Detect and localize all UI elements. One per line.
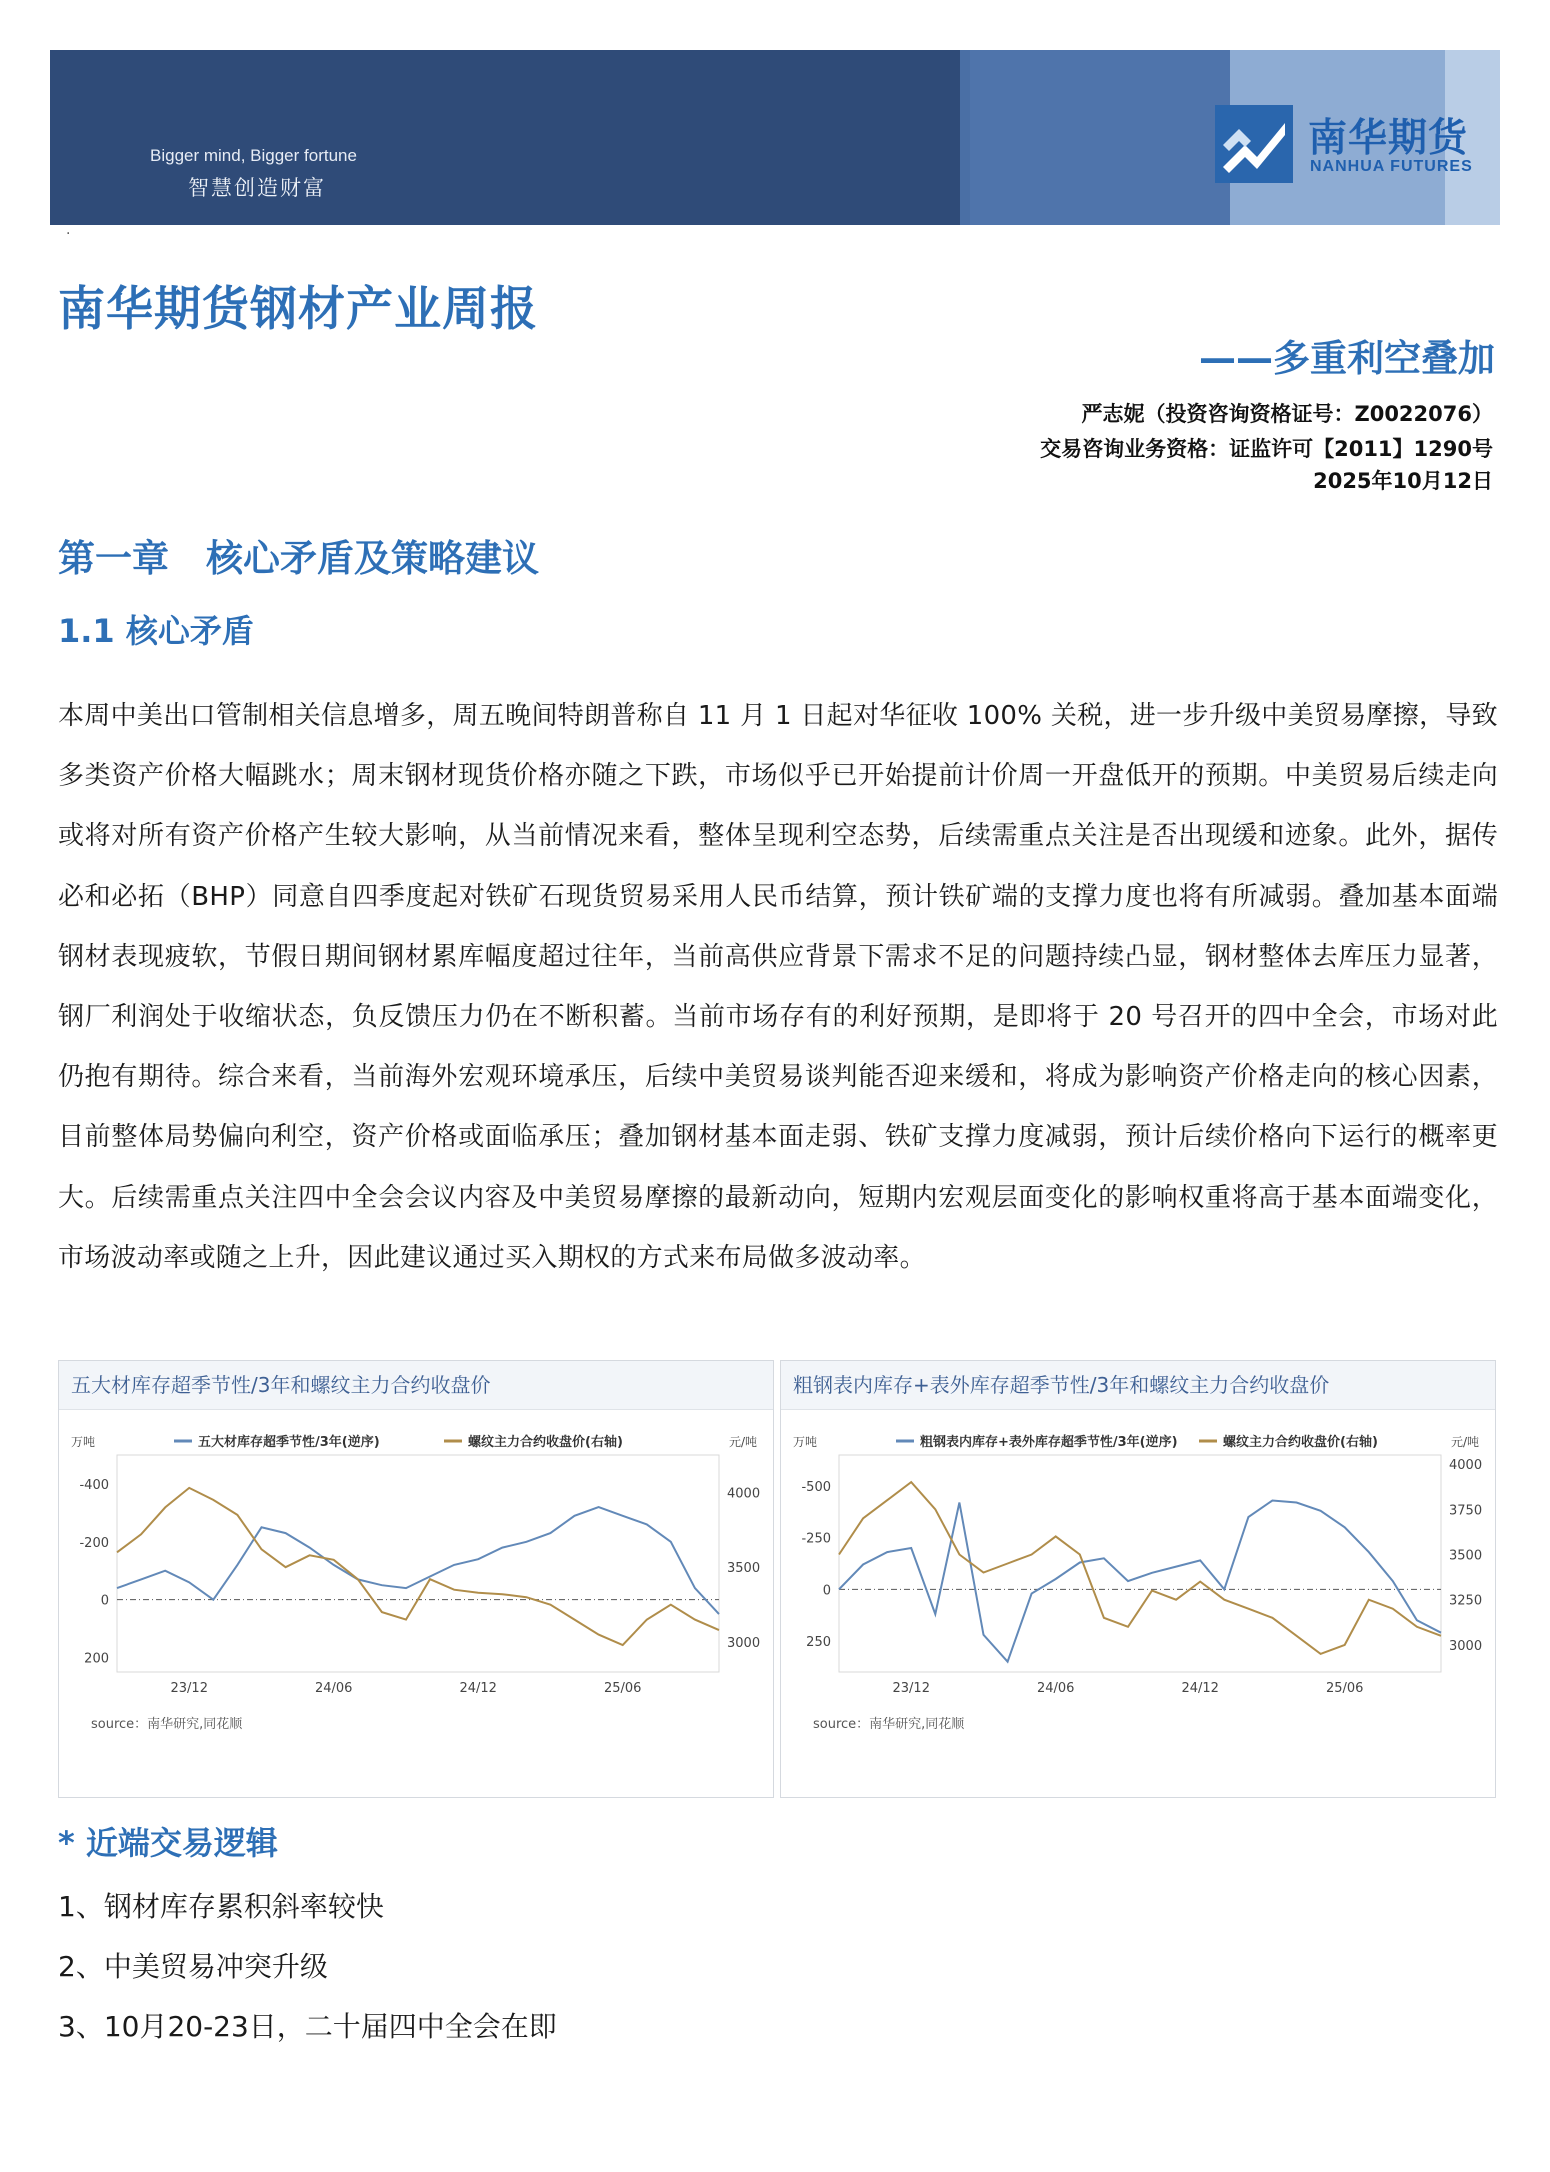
- author-line: 严志妮（投资咨询资格证号：Z0022076）: [1081, 402, 1493, 426]
- chart-source: source：南华研究,同花顺: [91, 1717, 243, 1732]
- logo-text-english: NANHUA FUTURES: [1310, 158, 1473, 175]
- chart-card-inventory: [58, 1360, 774, 1798]
- chart-card-crude-steel: [780, 1360, 1496, 1798]
- logic-item: 3、10月20-23日，二十届四中全会在即: [58, 2010, 557, 2043]
- left-tick-label: -250: [801, 1531, 831, 1547]
- legend-label: 螺纹主力合约收盘价(右轴): [1223, 1435, 1378, 1450]
- left-axis-unit: 万吨: [71, 1435, 96, 1449]
- left-tick-label: -200: [79, 1535, 109, 1551]
- x-tick-label: 24/12: [1181, 1681, 1219, 1696]
- section-heading: 1.1 核心矛盾: [58, 612, 254, 650]
- x-tick-label: 24/12: [459, 1681, 497, 1696]
- series-line: [839, 1482, 1441, 1654]
- right-axis-unit: 元/吨: [1451, 1435, 1480, 1449]
- chart-source: source：南华研究,同花顺: [813, 1717, 965, 1732]
- right-tick-label: 3500: [1449, 1548, 1483, 1564]
- nanhua-logo-icon: [1215, 105, 1293, 183]
- chart-plot-inventory: [59, 1410, 773, 1797]
- left-tick-label: 200: [84, 1651, 109, 1667]
- banner-stripe: [960, 50, 970, 225]
- report-date: 2025年10月12日: [1313, 469, 1493, 493]
- legend-label: 五大材库存超季节性/3年(逆序): [198, 1435, 380, 1450]
- logic-item: 2、中美贸易冲突升级: [58, 1950, 328, 1983]
- separator-dot: ·: [66, 226, 71, 242]
- chapter-heading: 第一章 核心矛盾及策略建议: [58, 537, 539, 580]
- x-tick-label: 23/12: [892, 1681, 930, 1696]
- x-tick-label: 23/12: [170, 1681, 208, 1696]
- series-line: [839, 1501, 1441, 1662]
- core-contradiction-paragraph: 本周中美出口管制相关信息增多，周五晚间特朗普称自 11 月 1 日起对华征收 100% 关税，进一步升级中美贸易摩擦，导致多类资产价格大幅跳水；周末钢材现货价格亦随之下跌，市场似乎已开始提前计价周一开盘低开的预期。中美贸易后续走向或将对所有资产价格产生较大影响，从当前情况来看，整体呈现利空态势，后续需重点关注是否出现缓和迹象。此外，据传必和必拓（BHP）同意自四季度起对铁矿石现货贸易采用人民币结算，预计铁矿端的支撑力度也将有所减弱。叠加基本面端钢材表现疲软，节假日期间钢材累库幅度超过往年，当前高供应背景下需求不足的问题持续凸显，钢材整体去库压力显著，钢厂利润处于收缩状态，负反馈压力仍在不断积蓄。当前市场存有的利好预期，是即将于 20 号召开的四中全会，市场对此仍抱有期待。综合来看，当前海外宏观环境承压，后续中美贸易谈判能否迎来缓和，将成为影响资产价格走向的核心因素，目前整体局势偏向利空，资产价格或面临承压；叠加钢材基本面走弱、铁矿支撑力度减弱，预计后续价格向下运行的概率更大。后续需重点关注四中全会会议内容及中美贸易摩擦的最新动向，短期内宏观层面变化的影响权重将高于基本面端变化，市场波动率或随之上升，因此建议通过买入期权的方式来布局做多波动率。: [58, 701, 1498, 1273]
- right-tick-label: 3000: [1449, 1638, 1483, 1654]
- x-tick-label: 24/06: [314, 1681, 353, 1696]
- license-line: 交易咨询业务资格：证监许可【2011】1290号: [1040, 437, 1493, 461]
- series-line: [117, 1488, 719, 1645]
- left-tick-label: 250: [806, 1635, 831, 1650]
- legend-label: 螺纹主力合约收盘价(右轴): [468, 1435, 623, 1450]
- x-tick-label: 24/06: [1036, 1681, 1075, 1696]
- slogan-chinese: 智慧创造财富: [188, 176, 326, 200]
- right-tick-label: 4000: [727, 1486, 761, 1502]
- right-tick-label: 4000: [1449, 1458, 1483, 1474]
- chart-header: 粗钢表内库存+表外库存超季节性/3年和螺纹主力合约收盘价: [781, 1361, 1495, 1410]
- report-title: 南华期货钢材产业周报: [58, 282, 538, 337]
- plot-frame: [839, 1455, 1441, 1672]
- right-tick-label: 3500: [727, 1561, 761, 1577]
- banner-stripe: [970, 50, 1230, 225]
- logic-item: 1、钢材库存累积斜率较快: [58, 1890, 384, 1923]
- legend-label: 粗钢表内库存+表外库存超季节性/3年(逆序): [920, 1435, 1178, 1450]
- left-tick-label: -400: [79, 1477, 109, 1493]
- header-banner: [50, 50, 1500, 225]
- chart-header: 五大材库存超季节性/3年和螺纹主力合约收盘价: [59, 1361, 773, 1410]
- right-tick-label: 3000: [727, 1636, 761, 1652]
- right-tick-label: 3750: [1449, 1503, 1483, 1519]
- left-tick-label: 0: [822, 1583, 831, 1599]
- x-tick-label: 25/06: [603, 1681, 642, 1696]
- near-term-logic-heading: * 近端交易逻辑: [58, 1824, 278, 1862]
- left-tick-label: -500: [801, 1480, 831, 1495]
- report-subtitle: ——多重利空叠加: [1199, 337, 1495, 380]
- slogan-english: Bigger mind, Bigger fortune: [150, 146, 357, 165]
- x-tick-label: 25/06: [1325, 1681, 1364, 1696]
- logo-text-chinese: 南华期货: [1308, 116, 1469, 161]
- chart-plot-crude-steel: [781, 1410, 1495, 1797]
- left-tick-label: 0: [100, 1593, 109, 1609]
- right-axis-unit: 元/吨: [729, 1435, 758, 1449]
- right-tick-label: 3250: [1449, 1593, 1483, 1609]
- left-axis-unit: 万吨: [793, 1435, 818, 1449]
